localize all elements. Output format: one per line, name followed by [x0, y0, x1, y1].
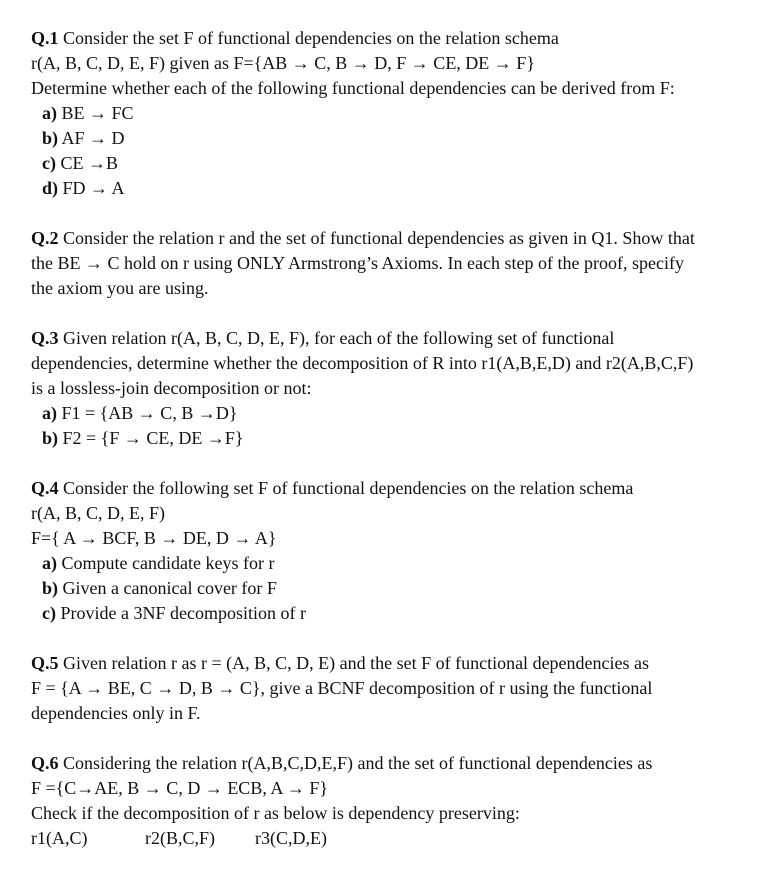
question-number: Q.1	[31, 28, 59, 48]
question-text: F ={C→AE, B → C, D → ECB, A → F}	[31, 778, 328, 798]
question-text: r(A, B, C, D, E, F) given as F={AB → C, B → D, F → CE, DE → F}	[31, 53, 535, 73]
sub-question: b) F2 = {F → CE, DE →F}	[42, 428, 244, 448]
question-number: Q.2	[31, 228, 59, 248]
question-3	[31, 326, 751, 451]
question-text: Check if the decomposition of r as below is dependency preserving:	[31, 803, 520, 823]
question-number: Q.6	[31, 753, 59, 773]
sub-question: d) FD → A	[42, 178, 125, 198]
question-number: Q.3	[31, 328, 59, 348]
question-text: Consider the set F of functional dependencies on the relation schema	[58, 28, 559, 48]
question-number: Q.4	[31, 478, 59, 498]
sub-question: a) BE → FC	[42, 103, 134, 123]
question-2	[31, 226, 751, 301]
question-text: is a lossless-join decomposition or not:	[31, 378, 312, 398]
relation-r1: r1(A,C)	[31, 828, 88, 848]
sub-question: a) Compute candidate keys for r	[42, 553, 275, 573]
question-text: Determine whether each of the following functional dependencies can be derived from F:	[31, 78, 675, 98]
question-text: the axiom you are using.	[31, 278, 209, 298]
question-1	[31, 26, 751, 201]
relation-r3: r3(C,D,E)	[255, 828, 327, 848]
sub-question: b) Given a canonical cover for F	[42, 578, 277, 598]
decomposition-row	[31, 826, 751, 851]
question-text: F = {A → BE, C → D, B → C}, give a BCNF decomposition of r using the functional	[31, 678, 653, 698]
question-text: Consider the relation r and the set of functional dependencies as given in Q1. Show that	[58, 228, 695, 248]
question-6	[31, 751, 751, 851]
sub-question: c) Provide a 3NF decomposition of r	[42, 603, 306, 623]
sub-question: c) CE →B	[42, 153, 118, 173]
relation-r2: r2(B,C,F)	[145, 828, 216, 848]
question-5	[31, 651, 751, 726]
question-number: Q.5	[31, 653, 59, 673]
question-text: dependencies only in F.	[31, 703, 201, 723]
question-text: F={ A → BCF, B → DE, D → A}	[31, 528, 277, 548]
question-sheet	[31, 26, 751, 851]
question-text: Consider the following set F of functional dependencies on the relation schema	[58, 478, 634, 498]
question-4	[31, 476, 751, 626]
question-text: r(A, B, C, D, E, F)	[31, 503, 165, 523]
sub-question: a) F1 = {AB → C, B →D}	[42, 403, 238, 423]
question-text: Given relation r as r = (A, B, C, D, E) and the set F of functional dependencies as	[58, 653, 650, 673]
question-text: the BE → C hold on r using ONLY Armstrong’s Axioms. In each step of the proof, specify	[31, 253, 684, 273]
question-text: Considering the relation r(A,B,C,D,E,F) and the set of functional dependencies as	[58, 753, 653, 773]
question-text: dependencies, determine whether the decomposition of R into r1(A,B,E,D) and r2(A,B,C,F)	[31, 353, 694, 373]
question-text: Given relation r(A, B, C, D, E, F), for each of the following set of functional	[58, 328, 615, 348]
sub-question: b) AF → D	[42, 128, 125, 148]
